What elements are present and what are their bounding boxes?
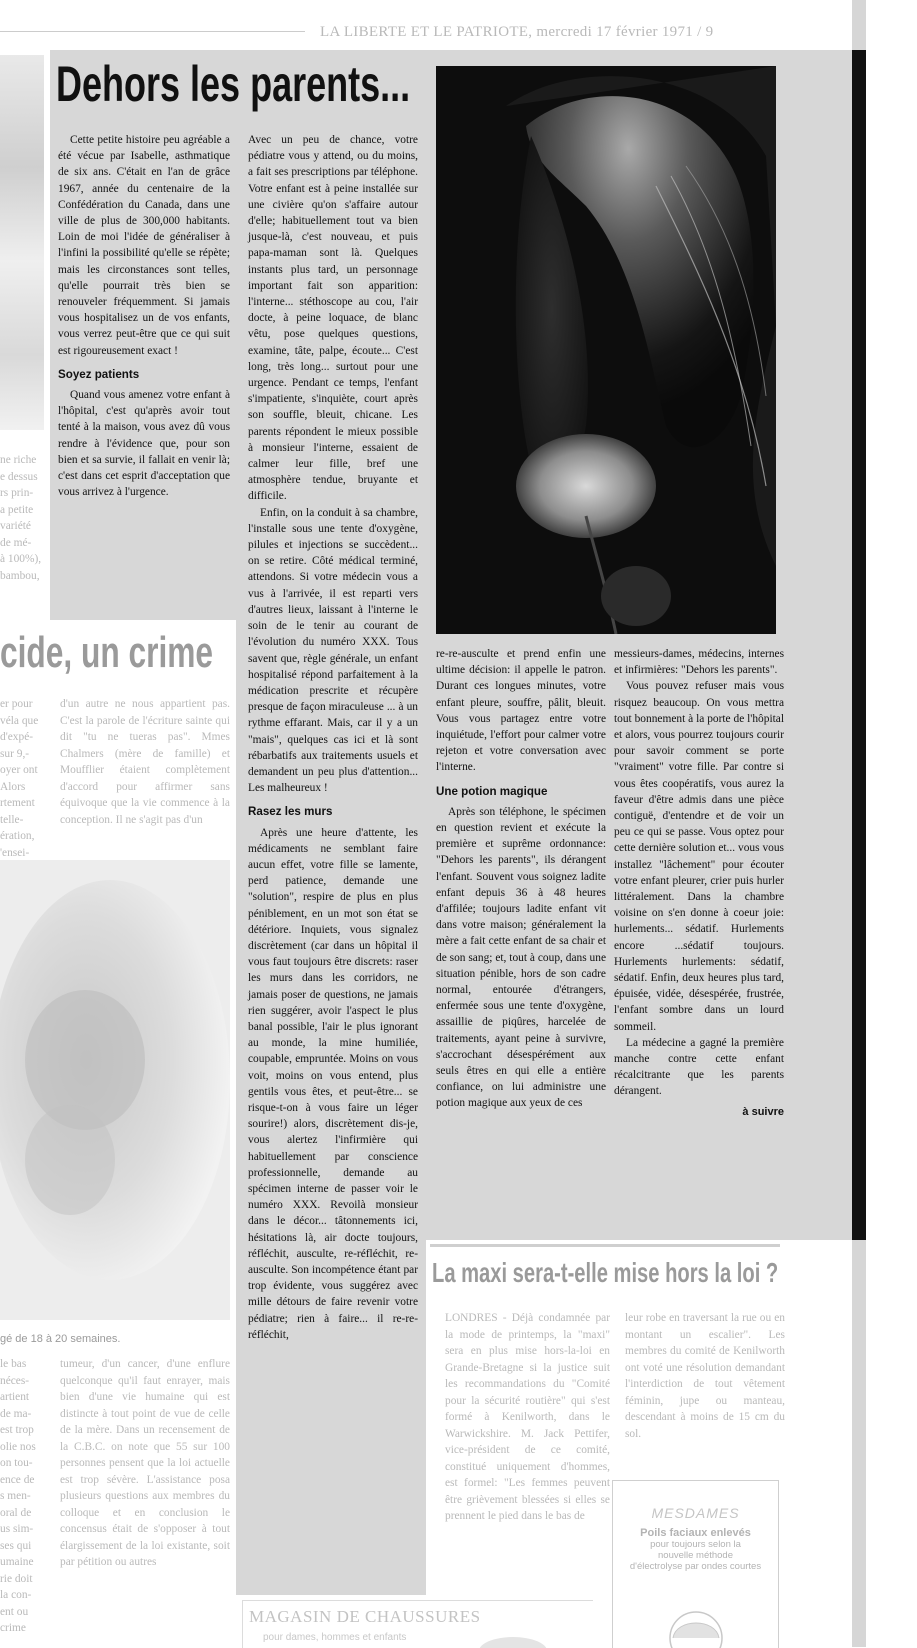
left-article-colC: le bas néces- artient de ma- est trop olie nos on tou- ence de s men- oral de us sim- ses qui umaine rie doit la con- ent ou crime: [0, 1358, 36, 1634]
ad-shoes-subtitle: pour dames, hommes et enfants: [263, 1632, 407, 1643]
ad-mesdames: [612, 1480, 779, 1648]
subheading-soyez-patients: Soyez patients: [58, 367, 140, 381]
maxi-article-title: La maxi sera-t-elle mise hors la loi ?: [432, 1257, 779, 1288]
left-fragments-top: ne riche e dessus rs prin- a petite variété de mé- à 100%), bambou,: [0, 454, 42, 582]
left-photo-fetus: [0, 860, 230, 1320]
photo-girl-svg: [436, 66, 776, 634]
ad-shoes: [242, 1600, 593, 1648]
paragraph: Après une heure d'attente, les médicaments ne semblant faire aucun effet, votre fille se lamente, perd patience, demande une "solution", respire de plus en plus péniblement, en un mot son état se détériore. Inquiets, vous signalez discrètement (car dans un hôpital il vous faut toujours être discrets: raser les murs dans les corridors, ne jamais poser de questions, ne jamais rien suggérer, avoir l'aspect le plus banal possible, l'air le plus ignorant au monde, la mine humiliée, coupable, empruntée. Moins on vous voit, moins on vous entend, plus gentils vous êtes, et peut-être... se risque-t-on à vous faire un léger sourire!) alors, discrètement dis-je, vous alertez l'infirmière qui habituellement par conscience professionnelle, demande au spécimen interne de passer voir le numéro XXX. Revoilà monsieur dans le décor... tâtonnements ici, hésitations là, air docte toujours, réfléchit, ausculte, re-réfléchit, re-ausculte. Son incompétence étant par trop évidente, vous suggérez avec mille détours de faire revenir votre pédiatre; rien à faire... il re-re-réfléchit,: [248, 826, 418, 1341]
subheading-une-potion-magique: Une potion magique: [436, 784, 548, 798]
ad-mesdames-title: MESDAMES: [651, 1505, 740, 1521]
main-article-border: [852, 50, 866, 1240]
left-article-colA: er pour véla que d'expé- sur 9,- oyer ont Alors rtement telle- ération, 'ensei-: [0, 698, 39, 859]
photo-girl-with-flowers: [436, 66, 776, 634]
subheading-rasez-les-murs: Rasez les murs: [248, 805, 333, 819]
running-head-rule: [0, 31, 305, 32]
left-photo-top: [0, 55, 44, 430]
paragraph: Avec un peu de chance, votre pédiatre vous y attend, ou du moins, a fait ses prescriptions par téléphone. Votre enfant est à peine installée sur une civière qu'on s'affaire autour d'elle; habituellement tout va bien jusque-là, c'est nouveau, et puis papa-maman sont là. Quelques instants plus tard, un personnage important fait son apparition: l'interne... stéthoscope au cou, l'air docte, à peine loquace, de blanc vêtu, pose quelques questions, examine, tâte, palpe, écoute... C'est long, très long... surtout pour une urgence. Pendant ce temps, l'enfant s'impatiente, s'inquiète, court après son souffle, bleuit, chicane. Les parents répondent le mieux possible à monsieur l'interne, essaient de calmer leur fille, bref une atmosphère tendue, bruyante et difficile.: [248, 134, 418, 503]
paragraph: La médecine a gagné la première manche contre cette enfant récalcitrante que les parents dérangent.: [614, 1036, 784, 1098]
fetus-photo-svg: [0, 860, 230, 1320]
paragraph: Cette petite histoire peu agréable a été vécue par Isabelle, asthmatique de six ans. C'était en l'an de grâce 1967, année du centenaire de la Confédération du Canada, dans une ville de plus de 300,000 habitants. Loin de moi l'idée de généraliser à l'infini la possibilité qu'elle se répète; mais les circonstances sont telles, qu'elle pourrait très bien se renouveler fréquemment. Si jamais vous hospitalisez un de vos enfants, vous verrez peut-être que ce qui suit est rigoureusement exact !: [58, 134, 230, 357]
main-article-col4: [614, 646, 784, 1120]
ad-mesdames-line4: d'électrolyse par ondes courtes: [629, 1561, 762, 1572]
paragraph: Quand vous amenez votre enfant à l'hôpital, c'est qu'après avoir tout tenté à la maison, vous avez dû vous rendre à l'évidence que, pour son bien et sa survie, il fallait en venir là; c'est dans cet esprit d'acceptation que vous arrivez à l'urgence.: [58, 389, 230, 499]
main-article-col3: [436, 646, 606, 1112]
maxi-article-top-rule: [430, 1244, 780, 1247]
ad-mesdames-line3: nouvelle méthode: [658, 1550, 733, 1561]
main-article-col2: [248, 132, 418, 1343]
maxi-article-col1: LONDRES - Déjà condamnée par la mode de printemps, la "maxi" sera en plus mise hors-la-loi en Grande-Bretagne si la justice suit les recommandations du "Comité pour la sécurité routière" qui s'est formé à Kenilworth, dans le Warwickshire. M. Jack Pettifer, vice-président de ce comité, constitué uniquement d'hommes, est formel: "Les femmes peuvent être grièvement blessées si elles se prennent le pied dans le bas de: [445, 1312, 610, 1522]
running-head: LA LIBERTE ET LE PATRIOTE, mercredi 17 février 1971 / 9: [320, 24, 714, 40]
ad-shoes-title: MAGASIN DE CHAUSSURES: [249, 1607, 481, 1626]
ad-mesdames-line2: pour toujours selon la: [650, 1539, 741, 1550]
paragraph: Enfin, on la conduit à sa chambre, l'installe sous une tente d'oxygène, pilules et injections se succèdent... on se retire. Côté médical terminé, attendons. Si votre médecin vous a vus à l'arrivée, il est reparti vers d'autres lieux, laissant à l'interne le soin de le tenir au courant de l'évolution du numéro XXX. Tous savent que, règle générale, un enfant hospitalisé répond parfaitement à la médication prescrite et récupère presque de façon miraculeuse ... à un rythme effarant. Mais, car il y a un "mais", quelques cas ici et là sont rébarbatifs aux traitements usuels et demandent un peu plus d'attention... Les malheureux !: [248, 506, 418, 795]
continued-label: à suivre: [742, 1105, 784, 1118]
ad-mesdames-portrait-icon: [661, 1608, 731, 1648]
maxi-article-col2: leur robe en traversant la rue ou en montant un escalier". Les membres du comité de Kenilworth ont voté une résolution demandant l'interdiction de tout vêtement féminin, jupe ou manteau, descendant à moins de 15 cm du sol.: [625, 1312, 785, 1440]
ad-mesdames-line1: Poils faciaux enlevés: [640, 1527, 751, 1539]
left-article-colD: tumeur, d'un cancer, d'une enflure quelconque qu'il faut enrayer, mais bien d'une vie humaine qui est distincte à tout point de vue de celle de la mère. Dans un recensement de la C.B.C. on note que 55 sur 100 personnes pensent que la loi actuelle est trop sévère. L'assistance posa plusieurs questions aux membres du colloque et en conclusion le concensus était de s'opposer à tout élargissement de la loi existante, soit par pétition ou autres: [60, 1358, 230, 1568]
left-article-headline: cide, un crime: [0, 628, 214, 677]
ad-shoes-image: [473, 1626, 553, 1648]
fetus-photo-caption: gé de 18 à 20 semaines.: [0, 1333, 121, 1345]
main-article-title: Dehors les parents...: [56, 56, 411, 112]
left-article-colB: d'un autre ne nous appartient pas. C'est la parole de l'écriture sainte qui dit "tu ne tueras pas". Mmes Chalmers (mère de famille) et Moufflier étaient complètement d'accord pour affirmer sans équivoque que la vie commence à la conception. Il ne s'agit pas d'un: [60, 698, 230, 826]
main-article-col1: [58, 132, 230, 500]
paragraph: Vous pouvez refuser mais vous risquez beaucoup. On vous mettra tout bonnement à la porte de l'hôpital et alors, vous pourrez toujours courir pour savoir comment se porte "vraiment" votre fille. Par contre si vous êtes coopératifs, vous aurez la faveur d'être admis dans une pièce contiguë, d'entendre et de voir un peu ce qui se passe. Vous optez pour cette dernière solution et... vous vous installez "lâchement" pour écouter votre enfant pleurer, crier puis hurler littéralement. Dans la chambre voisine on s'en donne à coeur joie: hurlements... sédatif. Hurlements encore ...sédatif toujours. Hurlements hurlements: sédatif, sédatif. Enfin, deux heures plus tard, épuisée, vidée, désespérée, frustrée, l'enfant sombre dans un lourd sommeil.: [614, 680, 784, 1033]
paragraph: Après son téléphone, le spécimen en question revient et exécute la première et suprême ordonnance: "Dehors les parents", ils dérangent l'enfant. Souvent vous soignez ladite enfant depuis 36 à 48 heures d'affilée; toujours ladite enfant vit dans votre maison; généralement la mère a fait cette enfant de sa chair et de son sang; et, tout à coup, dans une situation pénible, hors de son cadre normal, entourée d'étrangers, enfermée sous une tente d'oxygène, assaillie de piqûres, harcelée de traitements, ayant peine à survivre, s'accrochant désespérément aux seuls êtres en qui elle a entière confiance, on lui administre une potion magique aux yeux de ces: [436, 805, 606, 1110]
paragraph: messieurs-dames, médecins, internes et infirmières: "Dehors les parents".: [614, 648, 784, 677]
paragraph: re-re-ausculte et prend enfin une ultime décision: il appelle le patron. Durant ces longues minutes, votre enfant pleure, souffre, pâlit, bleuit. Vous vous partagez entre votre inquiétude, l'effort pour calmer votre rejeton et votre conversation avec l'interne.: [436, 648, 606, 774]
